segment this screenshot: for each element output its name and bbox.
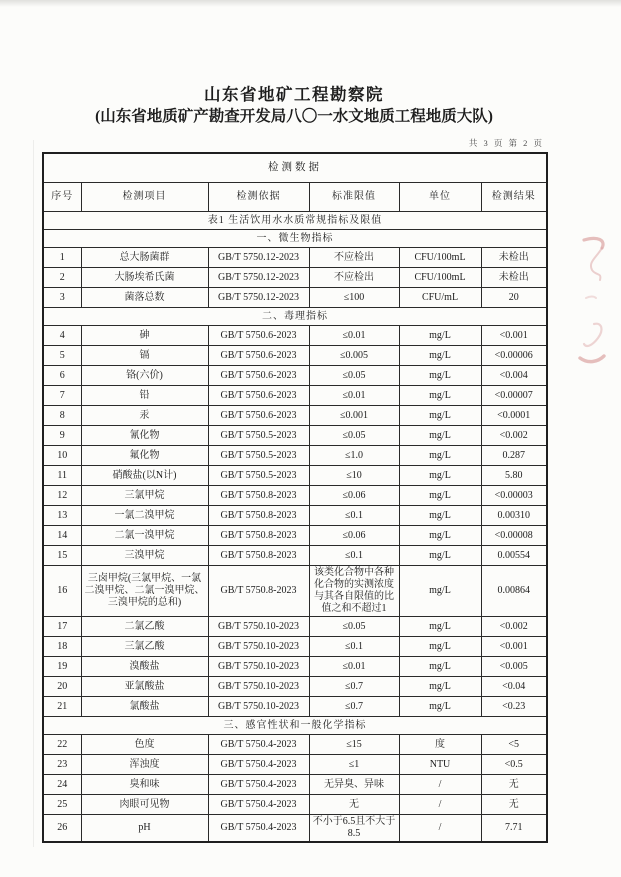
cell-method: GB/T 5750.4-2023: [208, 815, 309, 843]
cell-result: <0.23: [481, 697, 547, 717]
cell-no: 26: [43, 815, 81, 843]
cell-no: 1: [43, 248, 81, 268]
cell-no: 25: [43, 795, 81, 815]
cell-method: GB/T 5750.8-2023: [208, 526, 309, 546]
cell-item: 三氯甲烷: [81, 486, 208, 506]
cell-no: 13: [43, 506, 81, 526]
cell-unit: mg/L: [399, 446, 481, 466]
cell-no: 11: [43, 466, 81, 486]
table-row: [43, 697, 547, 717]
cell-method: GB/T 5750.6-2023: [208, 386, 309, 406]
cell-no: 19: [43, 657, 81, 677]
table-row: [43, 506, 547, 526]
cell-limit: ≤0.005: [309, 346, 399, 366]
cell-no: 2: [43, 268, 81, 288]
table-row: [43, 617, 547, 637]
org-title-secondary: (山东省地质矿产勘查开发局八〇一水文地质工程地质大队): [95, 108, 493, 126]
cell-limit: ≤100: [309, 288, 399, 308]
cell-item: 三溴甲烷: [81, 546, 208, 566]
cell-unit: NTU: [399, 755, 481, 775]
cell-result: <0.004: [481, 366, 547, 386]
cell-unit: mg/L: [399, 637, 481, 657]
cell-method: GB/T 5750.12-2023: [208, 268, 309, 288]
cell-method: GB/T 5750.10-2023: [208, 677, 309, 697]
cell-unit: /: [399, 815, 481, 843]
cell-result: 0.00864: [481, 566, 547, 617]
cell-no: 23: [43, 755, 81, 775]
cell-limit: ≤0.05: [309, 617, 399, 637]
cell-method: GB/T 5750.10-2023: [208, 617, 309, 637]
cell-item: 砷: [81, 326, 208, 346]
cell-no: 14: [43, 526, 81, 546]
column-header-method: 检测依据: [208, 183, 309, 212]
cell-unit: mg/L: [399, 566, 481, 617]
table-row: [43, 815, 547, 843]
cell-no: 20: [43, 677, 81, 697]
cell-result: <0.005: [481, 657, 547, 677]
column-header-unit: 单位: [399, 183, 481, 212]
table-row: [43, 366, 547, 386]
cell-method: GB/T 5750.4-2023: [208, 735, 309, 755]
cell-item: 氯酸盐: [81, 697, 208, 717]
cell-unit: /: [399, 775, 481, 795]
cell-method: GB/T 5750.6-2023: [208, 346, 309, 366]
cell-no: 3: [43, 288, 81, 308]
results-table-body: [43, 212, 547, 843]
cell-item: 大肠埃希氏菌: [81, 268, 208, 288]
cell-item: 肉眼可见物: [81, 795, 208, 815]
cell-limit: ≤10: [309, 466, 399, 486]
table-row: [43, 406, 547, 426]
cell-limit: ≤1: [309, 755, 399, 775]
cell-method: GB/T 5750.6-2023: [208, 366, 309, 386]
cell-result: 无: [481, 795, 547, 815]
cell-unit: mg/L: [399, 657, 481, 677]
table-row: [43, 526, 547, 546]
cell-method: GB/T 5750.10-2023: [208, 657, 309, 677]
table-row: [43, 326, 547, 346]
cell-item: 硝酸盐(以N计): [81, 466, 208, 486]
cell-item: 氟化物: [81, 446, 208, 466]
red-seal-fragment: [572, 232, 618, 382]
cell-result: <0.0001: [481, 406, 547, 426]
cell-no: 21: [43, 697, 81, 717]
cell-method: GB/T 5750.5-2023: [208, 466, 309, 486]
cell-item: 色度: [81, 735, 208, 755]
cell-result: <0.04: [481, 677, 547, 697]
cell-no: 9: [43, 426, 81, 446]
column-header-row: [43, 183, 547, 212]
cell-limit: ≤0.7: [309, 697, 399, 717]
cell-unit: mg/L: [399, 386, 481, 406]
cell-no: 22: [43, 735, 81, 755]
cell-no: 15: [43, 546, 81, 566]
cell-no: 17: [43, 617, 81, 637]
cell-unit: mg/L: [399, 546, 481, 566]
cell-limit: ≤0.05: [309, 426, 399, 446]
cell-no: 8: [43, 406, 81, 426]
cell-method: GB/T 5750.4-2023: [208, 775, 309, 795]
cell-no: 4: [43, 326, 81, 346]
table-row: [43, 486, 547, 506]
table-row: [43, 268, 547, 288]
cell-limit: 不应检出: [309, 268, 399, 288]
table-subtitle-row: [43, 212, 547, 230]
cell-unit: /: [399, 795, 481, 815]
document-header: [42, 84, 546, 128]
cell-unit: mg/L: [399, 466, 481, 486]
cell-result: <0.002: [481, 426, 547, 446]
test-results-table: [42, 152, 548, 843]
cell-item: 汞: [81, 406, 208, 426]
cell-result: 0.00310: [481, 506, 547, 526]
cell-unit: 度: [399, 735, 481, 755]
cell-result: <0.001: [481, 326, 547, 346]
cell-limit: ≤0.7: [309, 677, 399, 697]
cell-item: 总大肠菌群: [81, 248, 208, 268]
cell-unit: CFU/100mL: [399, 248, 481, 268]
cell-result: 无: [481, 775, 547, 795]
cell-unit: mg/L: [399, 697, 481, 717]
cell-method: GB/T 5750.4-2023: [208, 755, 309, 775]
cell-limit: 无: [309, 795, 399, 815]
cell-item: 铅: [81, 386, 208, 406]
document-content: [42, 0, 546, 843]
cell-method: GB/T 5750.8-2023: [208, 486, 309, 506]
cell-result: 未检出: [481, 268, 547, 288]
cell-item: 三氯乙酸: [81, 637, 208, 657]
section-label: 一、微生物指标: [43, 230, 547, 248]
scan-edge-artifact-left: [33, 140, 34, 847]
cell-limit: ≤0.1: [309, 546, 399, 566]
cell-result: <0.5: [481, 755, 547, 775]
cell-item: pH: [81, 815, 208, 843]
table-row: [43, 546, 547, 566]
cell-result: 20: [481, 288, 547, 308]
table-row: [43, 446, 547, 466]
cell-no: 12: [43, 486, 81, 506]
table-row: [43, 775, 547, 795]
cell-limit: 不应检出: [309, 248, 399, 268]
cell-limit: ≤0.01: [309, 657, 399, 677]
section-label: 表1 生活饮用水水质常规指标及限值: [43, 212, 547, 230]
section-header-row: [43, 717, 547, 735]
cell-item: 镉: [81, 346, 208, 366]
section-header-row: [43, 308, 547, 326]
cell-unit: mg/L: [399, 617, 481, 637]
cell-result: 0.00554: [481, 546, 547, 566]
table-row: [43, 346, 547, 366]
table-row: [43, 426, 547, 446]
cell-item: 三卤甲烷(三氯甲烷、一氯二溴甲烷、二氯一溴甲烷、三溴甲烷的总和): [81, 566, 208, 617]
cell-result: 0.287: [481, 446, 547, 466]
cell-no: 10: [43, 446, 81, 466]
cell-limit: ≤0.1: [309, 506, 399, 526]
cell-limit: ≤0.1: [309, 637, 399, 657]
cell-method: GB/T 5750.6-2023: [208, 406, 309, 426]
cell-limit: ≤0.06: [309, 486, 399, 506]
cell-limit: ≤1.0: [309, 446, 399, 466]
table-row: [43, 735, 547, 755]
cell-unit: mg/L: [399, 426, 481, 446]
cell-limit: 该类化合物中各种化合物的实测浓度与其各自限值的比值之和不超过1: [309, 566, 399, 617]
column-header-result: 检测结果: [481, 183, 547, 212]
table-title: 检测数据: [43, 153, 547, 183]
cell-limit: 无异臭、异味: [309, 775, 399, 795]
cell-limit: ≤0.05: [309, 366, 399, 386]
cell-no: 18: [43, 637, 81, 657]
cell-no: 16: [43, 566, 81, 617]
cell-unit: CFU/100mL: [399, 268, 481, 288]
column-header-item: 检测项目: [81, 183, 208, 212]
cell-result: <0.00007: [481, 386, 547, 406]
cell-method: GB/T 5750.5-2023: [208, 446, 309, 466]
table-title-row: [43, 153, 547, 183]
cell-result: <0.00003: [481, 486, 547, 506]
table-row: [43, 657, 547, 677]
column-header-index: 序号: [43, 183, 81, 212]
cell-result: <0.002: [481, 617, 547, 637]
cell-item: 一氯二溴甲烷: [81, 506, 208, 526]
cell-limit: 不小于6.5且不大于8.5: [309, 815, 399, 843]
cell-unit: mg/L: [399, 326, 481, 346]
cell-limit: ≤0.001: [309, 406, 399, 426]
cell-item: 氰化物: [81, 426, 208, 446]
cell-result: <0.00008: [481, 526, 547, 546]
cell-method: GB/T 5750.10-2023: [208, 637, 309, 657]
table-row: [43, 248, 547, 268]
table-row: [43, 288, 547, 308]
cell-unit: mg/L: [399, 677, 481, 697]
cell-unit: mg/L: [399, 366, 481, 386]
table-row: [43, 386, 547, 406]
cell-item: 铬(六价): [81, 366, 208, 386]
cell-item: 浑浊度: [81, 755, 208, 775]
cell-limit: ≤15: [309, 735, 399, 755]
cell-limit: ≤0.06: [309, 526, 399, 546]
cell-item: 二氯一溴甲烷: [81, 526, 208, 546]
cell-item: 臭和味: [81, 775, 208, 795]
table-row: [43, 677, 547, 697]
cell-no: 24: [43, 775, 81, 795]
cell-result: 7.71: [481, 815, 547, 843]
cell-method: GB/T 5750.8-2023: [208, 506, 309, 526]
cell-method: GB/T 5750.10-2023: [208, 697, 309, 717]
cell-item: 溴酸盐: [81, 657, 208, 677]
section-header-row: [43, 230, 547, 248]
cell-limit: ≤0.01: [309, 326, 399, 346]
column-header-limit: 标准限值: [309, 183, 399, 212]
cell-unit: mg/L: [399, 506, 481, 526]
cell-limit: ≤0.01: [309, 386, 399, 406]
section-label: 三、感官性状和一般化学指标: [43, 717, 547, 735]
table-row: [43, 466, 547, 486]
cell-unit: mg/L: [399, 526, 481, 546]
table-row: [43, 755, 547, 775]
cell-method: GB/T 5750.12-2023: [208, 288, 309, 308]
cell-no: 5: [43, 346, 81, 366]
cell-item: 菌落总数: [81, 288, 208, 308]
cell-method: GB/T 5750.6-2023: [208, 326, 309, 346]
table-row: [43, 566, 547, 617]
cell-unit: mg/L: [399, 486, 481, 506]
cell-method: GB/T 5750.8-2023: [208, 546, 309, 566]
cell-item: 亚氯酸盐: [81, 677, 208, 697]
cell-unit: mg/L: [399, 346, 481, 366]
cell-no: 7: [43, 386, 81, 406]
cell-unit: mg/L: [399, 406, 481, 426]
cell-result: <0.00006: [481, 346, 547, 366]
cell-method: GB/T 5750.5-2023: [208, 426, 309, 446]
cell-result: <0.001: [481, 637, 547, 657]
page-number-info: 共 3 页 第 2 页: [468, 138, 544, 149]
cell-result: 5.80: [481, 466, 547, 486]
org-title-primary: 山东省地矿工程勘察院: [204, 85, 384, 104]
section-label: 二、毒理指标: [43, 308, 547, 326]
cell-method: GB/T 5750.8-2023: [208, 566, 309, 617]
table-row: [43, 637, 547, 657]
cell-result: 未检出: [481, 248, 547, 268]
cell-method: GB/T 5750.12-2023: [208, 248, 309, 268]
cell-item: 二氯乙酸: [81, 617, 208, 637]
cell-result: <5: [481, 735, 547, 755]
cell-unit: CFU/mL: [399, 288, 481, 308]
table-row: [43, 795, 547, 815]
cell-no: 6: [43, 366, 81, 386]
cell-method: GB/T 5750.4-2023: [208, 795, 309, 815]
